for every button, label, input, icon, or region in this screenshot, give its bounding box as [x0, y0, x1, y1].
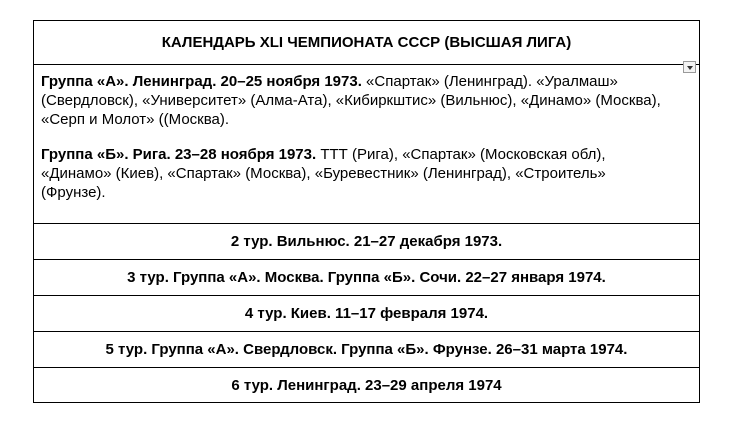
round-4-cell: 4 тур. Киев. 11–17 февраля 1974. [34, 296, 700, 332]
table-row [34, 224, 700, 260]
round-5-cell: 5 тур. Группа «А». Свердловск. Группа «Б». Фрунзе. 26–31 марта 1974. [34, 332, 700, 368]
group-b-paragraph [41, 145, 667, 202]
round-3-cell: 3 тур. Группа «А». Москва. Группа «Б». Сочи. 22–27 января 1974. [34, 260, 700, 296]
table-row [34, 260, 700, 296]
table-row [34, 296, 700, 332]
chevron-down-icon[interactable] [683, 61, 696, 73]
groups-cell [34, 65, 700, 224]
round-6-cell: 6 тур. Ленинград. 23–29 апреля 1974 [34, 368, 700, 403]
group-a-title: Группа «А». Ленинград. 20–25 ноября 1973. [41, 73, 362, 90]
group-a-paragraph [41, 72, 667, 129]
group-b-teams: ТТТ (Рига), «Спартак» (Московская обл), «Динамо» (Киев), «Спартак» (Москва), «Буревестник» (Ленинград), «Строитель» (Фрунзе). [41, 146, 606, 201]
round-2-cell: 2 тур. Вильнюс. 21–27 декабря 1973. [34, 224, 700, 260]
table-header: КАЛЕНДАРЬ XLI ЧЕМПИОНАТА СССР (ВЫСШАЯ ЛИГА) [34, 21, 700, 65]
table-row [34, 332, 700, 368]
groups-row [34, 65, 700, 224]
calendar-table [33, 20, 700, 403]
table-header-row [34, 21, 700, 65]
group-a-teams: «Спартак» (Ленинград). «Уралмаш» (Свердловск), «Университет» (Алма-Ата), «Кибиркштис» (Вильнюс), «Динамо» (Москва), «Серп и Молот» ((Москва). [41, 73, 661, 128]
group-b-title: Группа «Б». Рига. 23–28 ноября 1973. [41, 146, 317, 163]
table-row [34, 368, 700, 403]
